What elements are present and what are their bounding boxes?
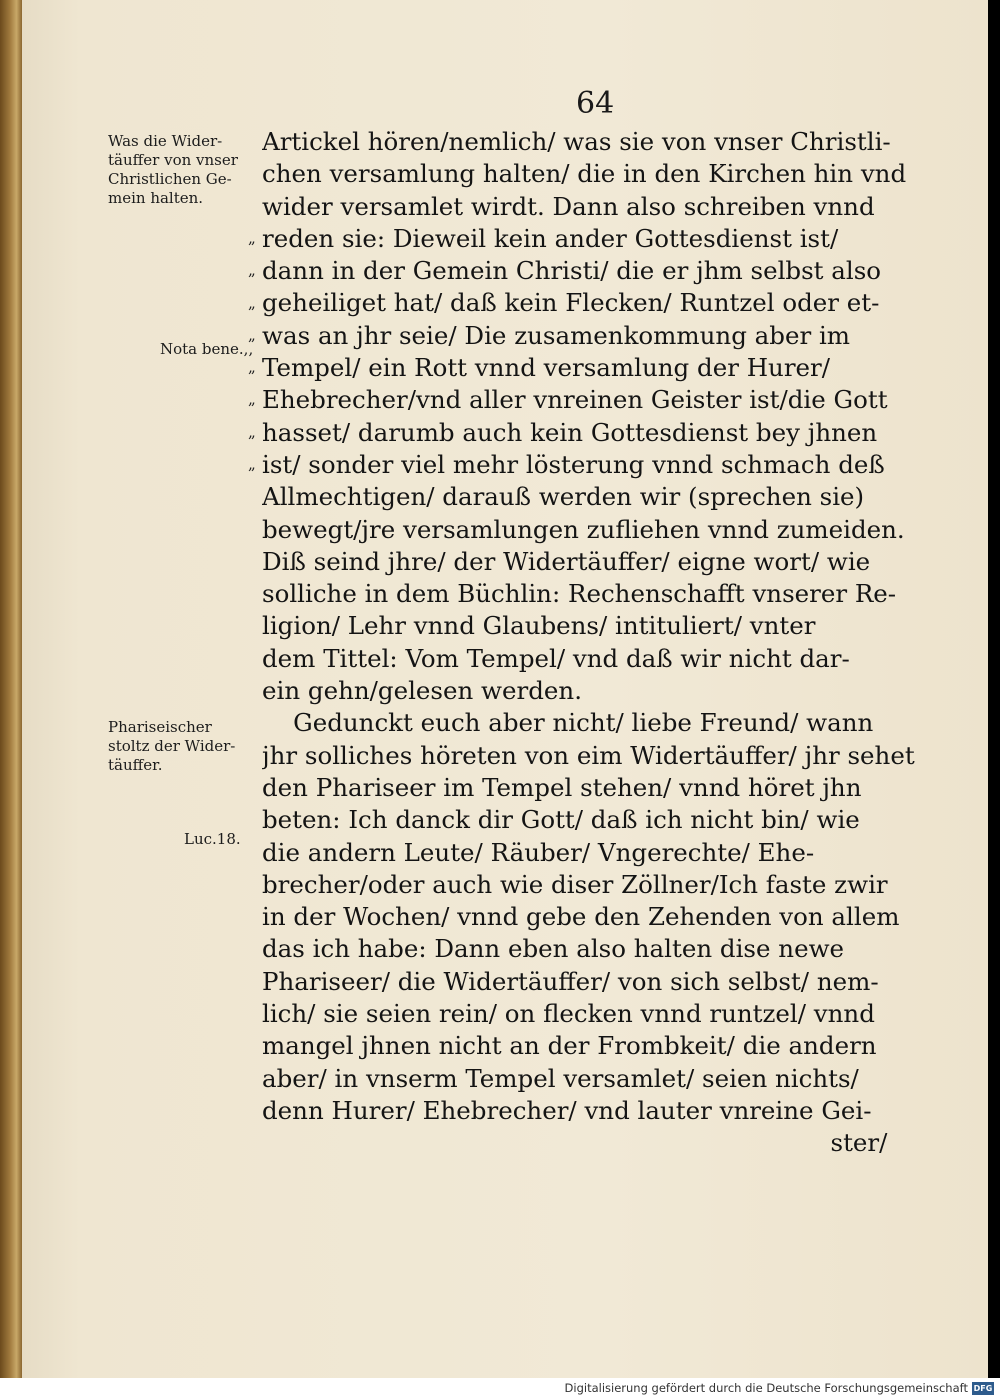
text-line: hasset/ darumb auch kein Gottesdienst bey jhnen: [262, 417, 878, 447]
footer-bar: [0, 1378, 1000, 1400]
quotation-marker: „: [248, 455, 256, 474]
text-line: solliche in dem Büchlin: Rechenschafft vnserer Re-: [262, 579, 897, 609]
footer-credit: Digitalisierung gefördert durch die Deutsche Forschungsgemeinschaft: [564, 1381, 968, 1395]
text-line: Allmechtigen/ darauß werden wir (sprechen sie): [262, 482, 865, 512]
marginal-note-line: Christlichen Ge-: [108, 170, 232, 188]
text-line: wider versamlet wirdt. Dann also schreiben vnnd: [262, 191, 875, 221]
text-line: Diß seind jhre/ der Widertäuffer/ eigne wort/ wie: [262, 546, 871, 576]
marginal-note-line: stoltz der Wider-: [108, 737, 236, 755]
body-text: [262, 126, 962, 1160]
text-line: chen versamlung halten/ die in den Kirchen hin vnd: [262, 159, 907, 189]
marginal-note-line: täuffer von vnser: [108, 151, 238, 169]
marginal-note-line: mein halten.: [108, 189, 204, 207]
quotation-marker: „: [248, 293, 256, 312]
marginal-note-widertaeuffer: [108, 132, 238, 208]
text-line: jhr solliches höreten von eim Widertäuffer/ jhr sehet: [262, 740, 915, 770]
text-line: Artickel hören/nemlich/ was sie von vnser Christli-: [262, 127, 891, 156]
text-line: denn Hurer/ Ehebrecher/ vnd lauter vnreine Gei-: [262, 1095, 872, 1125]
quotation-marker: „: [248, 325, 256, 344]
text-line: in der Wochen/ vnnd gebe den Zehenden von allem: [262, 902, 900, 932]
text-line: aber/ in vnserm Tempel versamlet/ seien nichts/: [262, 1063, 859, 1093]
quotation-marker: „: [248, 229, 256, 247]
text-line: beten: Ich danck dir Gott/ daß ich nicht bin/ wie: [262, 805, 860, 835]
marginal-note-phariseischer: [108, 718, 235, 775]
text-line: was an jhr seie/ Die zusamenkommung aber im: [262, 320, 851, 350]
text-line: dem Tittel: Vom Tempel/ vnd daß wir nicht dar-: [262, 643, 850, 673]
text-line: lich/ sie seien rein/ on flecken vnnd runtzel/ vnnd: [262, 999, 875, 1029]
text-line: ster/: [262, 1128, 888, 1158]
marginal-note-line: Was die Wider-: [108, 132, 223, 150]
text-line: bewegt/jre versamlungen zufliehen vnnd zumeiden.: [262, 514, 905, 544]
text-line: mangel jhnen nicht an der Frombkeit/ die andern: [262, 1031, 877, 1061]
quotation-marker: „: [248, 390, 256, 409]
text-line: Tempel/ ein Rott vnnd versamlung der Hurer/: [262, 353, 831, 383]
marginal-note-bible-reference: Luc.18.: [184, 830, 241, 848]
quotation-marker: „: [248, 422, 256, 441]
marginal-note-line: täuffer.: [108, 756, 163, 774]
text-line: den Phariseer im Tempel stehen/ vnnd höret jhn: [262, 772, 862, 802]
dfg-logo-icon: DFG: [973, 1384, 993, 1393]
text-line: dann in der Gemein Christi/ die er jhm selbst also: [262, 256, 882, 286]
page-number: 64: [576, 86, 615, 121]
text-line: das ich habe: Dann eben also halten dise newe: [262, 934, 845, 964]
text-line: Ehebrecher/vnd aller vnreinen Geister ist/die Gott: [262, 385, 888, 415]
text-line: die andern Leute/ Räuber/ Vngerechte/ Ehe-: [262, 837, 815, 867]
quotation-markers: [248, 218, 256, 476]
marginal-note-line: Phariseischer: [108, 718, 212, 736]
text-line: brecher/oder auch wie diser Zöllner/Ich faste zwir: [262, 869, 888, 899]
quotation-marker: „: [248, 261, 256, 280]
text-line: ligion/ Lehr vnnd Glaubens/ intituliert/ vnter: [262, 611, 816, 641]
text-line: geheiliget hat/ daß kein Flecken/ Runtzel oder et-: [262, 288, 880, 318]
book-spine: [0, 0, 22, 1378]
marginal-note-nota-bene: Nota bene.,,: [160, 340, 254, 358]
text-line: ein gehn/gelesen werden.: [262, 676, 582, 706]
text-line: Gedunckt euch aber nicht/ liebe Freund/ wann: [262, 708, 874, 738]
text-line: reden sie: Dieweil kein ander Gottesdienst ist/: [262, 223, 839, 253]
text-line: Phariseer/ die Widertäuffer/ von sich selbst/ nem-: [262, 966, 879, 996]
text-line: ist/ sonder viel mehr lösterung vnnd schmach deß: [262, 449, 885, 479]
quotation-marker: „: [248, 358, 256, 377]
